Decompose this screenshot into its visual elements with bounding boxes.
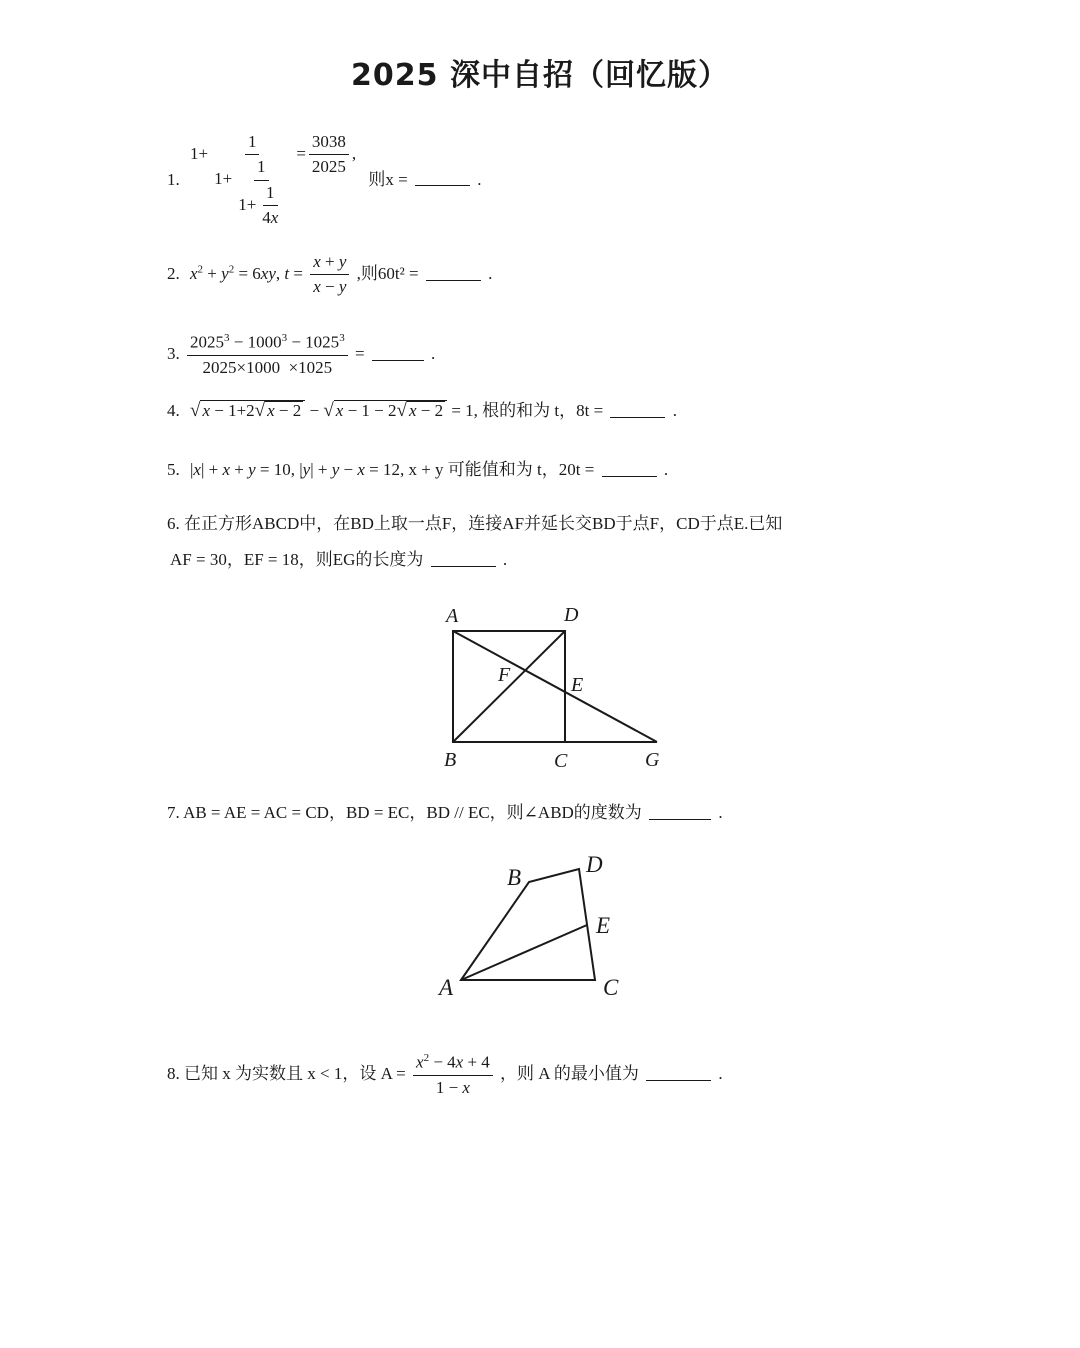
question-number: 1. bbox=[167, 170, 180, 190]
diagonal-bd bbox=[453, 631, 565, 742]
answer-blank-1 bbox=[415, 171, 470, 186]
question-2-ask: 则60t² = bbox=[360, 263, 419, 283]
answer-blank-7 bbox=[649, 805, 711, 820]
period: . bbox=[718, 1064, 723, 1084]
period: . bbox=[488, 263, 493, 283]
question-1-ask: 则x = bbox=[368, 170, 408, 190]
label-b: B bbox=[507, 865, 522, 890]
square-figure bbox=[430, 598, 680, 773]
question-6-line1: 在正方形ABCD中，在BD上取一点F，连接AF并延长交BD于点F，CD于点E.已知 bbox=[184, 514, 783, 533]
period: . bbox=[431, 344, 436, 364]
question-6-line-2 bbox=[170, 550, 507, 570]
label-a: A bbox=[439, 975, 454, 1000]
question-number: 2. bbox=[167, 263, 180, 283]
question-number: 5. bbox=[167, 460, 180, 479]
question-7 bbox=[167, 803, 723, 823]
answer-blank-5 bbox=[602, 462, 657, 477]
question-7-text: AB = AE = AC = CD，BD = EC，BD // EC，则∠ABD的度数为 bbox=[183, 803, 642, 822]
period: . bbox=[718, 803, 723, 822]
period: . bbox=[477, 170, 482, 190]
question-8: 8. 已知 x 为实数且 x < 1，设 A = $\frac{x^2 - 4x + 4}{1 - x}$ ，则 A 的最小值为 . bbox=[167, 1052, 723, 1098]
label-f: F bbox=[498, 664, 511, 686]
question-8-pre: 已知 x 为实数且 x < 1，设 A = bbox=[184, 1064, 406, 1084]
answer-blank-2 bbox=[426, 266, 481, 281]
question-6-line2: AF = 30，EF = 18，则EG的长度为 bbox=[170, 550, 424, 569]
question-3: 3. $\frac{2025^3 - 1000^3 - 1025^3}{2025\times 1000 \times 1025}$ = . bbox=[167, 332, 436, 378]
label-c: C bbox=[603, 975, 619, 1000]
line-ag bbox=[453, 631, 657, 742]
label-g: G bbox=[645, 749, 660, 771]
answer-blank-8 bbox=[646, 1066, 711, 1081]
question-number: 6. bbox=[167, 514, 180, 533]
label-c: C bbox=[554, 750, 568, 772]
question-number: 7. bbox=[167, 803, 180, 822]
period: . bbox=[502, 550, 508, 569]
label-e: E bbox=[596, 913, 611, 938]
question-2: 2. $x^2 + y^2 = 6xy$, t = $\frac{x + y}{x - y}$ ,则60t² = . bbox=[167, 252, 493, 297]
expression-fraction: $\frac{2025^3 - 1000^3 - 1025^3}{2025\times 1000 \times 1025}$ bbox=[187, 332, 348, 378]
label-e: E bbox=[571, 674, 584, 696]
period: . bbox=[663, 460, 669, 479]
question-number: 3. bbox=[167, 344, 180, 364]
answer-blank-3 bbox=[372, 346, 424, 361]
label-d: D bbox=[564, 604, 579, 626]
answer-blank-6 bbox=[431, 552, 496, 567]
continued-fraction: 1+ 1 1+ 1 1+ $\frac{1}{4x}$ = $\frac{3038}{2025}$ , bbox=[190, 132, 357, 228]
answer-blank-4 bbox=[610, 403, 665, 418]
label-d: D bbox=[586, 852, 603, 877]
quadrilateral-abdc bbox=[461, 869, 595, 980]
question-5-rest: x + y 可能值和为 t，20t = bbox=[408, 460, 595, 479]
label-a: A bbox=[446, 605, 459, 627]
question-1 bbox=[167, 132, 482, 229]
question-8-post: ，则 A 的最小值为 bbox=[500, 1064, 639, 1084]
period: . bbox=[672, 401, 677, 420]
page-title: 2025 深中自招（回忆版） bbox=[351, 58, 729, 93]
question-6 bbox=[167, 514, 782, 534]
question-number: 8. bbox=[167, 1064, 180, 1084]
question-5: 5. |x| + x + y = 10, |y| + y − x = 12, x + y 可能值和为 t，20t = . bbox=[167, 460, 669, 479]
label-b: B bbox=[444, 749, 457, 771]
question-number: 4. bbox=[167, 401, 180, 420]
question-4-rest: = 1, 根的和为 t，8t = bbox=[451, 401, 604, 420]
question-4: 4. √ x − 1+2√ x − 2 − √ x − 1 − 2√ x − 2 = 1, 根的和为 t，8t = . bbox=[167, 400, 677, 421]
quadrilateral-figure bbox=[432, 848, 632, 1003]
